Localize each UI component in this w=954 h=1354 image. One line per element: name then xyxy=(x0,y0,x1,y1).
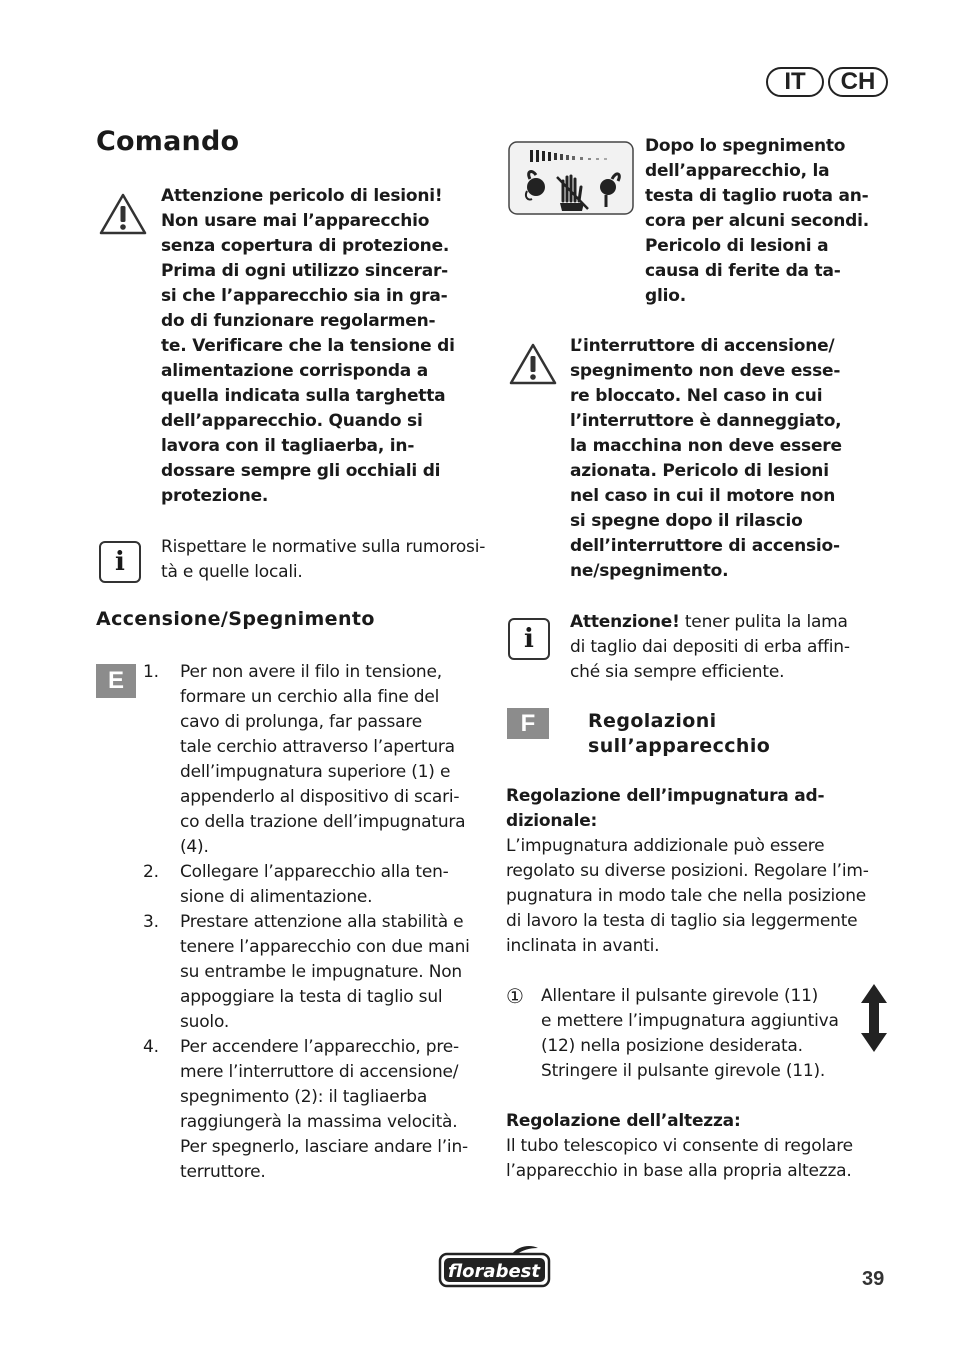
info-text-2: Attenzione! tener pulita la lama di taglio dai depositi di erba affin- ché sia sempre efficiente. xyxy=(570,612,850,682)
warning-text-1: Attenzione pericolo di lesioni! Non usare mai l’apparecchio senza copertura di protezione. Prima di ogni utilizzo sincerar- si che l’apparecchio sia in gra- do di funzionare regolarmen- te. Verificare che la tensione di alimentazione corrisponda a quella indicata sulla targhetta dell’apparecchio. Quando si lavora con il tagliaerba, in- dossare sempre gli occhiali di protezione. xyxy=(161,186,455,506)
subsection-title: Regolazioni sull’apparecchio xyxy=(588,710,771,757)
figure-ref-badge-e: E xyxy=(96,664,136,698)
list-item: 2. Collegare l’apparecchio alla ten- sione di alimentazione. xyxy=(143,862,449,907)
warning-triangle-icon xyxy=(98,192,148,236)
rotation-warning-text: Dopo lo spegnimento dell’apparecchio, la testa di taglio ruota an- cora per alcuni secondi. Pericolo di lesioni a causa di ferite da ta- glio. xyxy=(645,136,870,306)
paragraph: Il tubo telescopico vi consente di regolare l’apparecchio in base alla propria altezza. xyxy=(506,1136,853,1181)
sub-heading: Regolazione dell’impugnatura ad- dizionale: xyxy=(506,786,825,831)
rotating-blade-hand-icon xyxy=(508,141,634,215)
step-marker: ① xyxy=(506,984,524,1008)
info-icon: i xyxy=(508,618,550,660)
page-number: 39 xyxy=(862,1268,885,1290)
section-title: Comando xyxy=(96,126,240,157)
figure-ref-badge-f: F xyxy=(507,708,549,739)
warning-triangle-icon xyxy=(508,342,558,386)
sub-heading: Regolazione dell’altezza: xyxy=(506,1111,741,1131)
lang-badge-ch: CH xyxy=(828,67,888,97)
info-icon: i xyxy=(99,541,141,583)
lang-badge-it: IT xyxy=(766,67,824,97)
logo-text: florabest xyxy=(448,1261,540,1282)
step-text: Allentare il pulsante girevole (11) e mettere l’impugnatura aggiuntiva (12) nella posizione desiderata. Stringere il pulsante girevole (11). xyxy=(541,986,839,1081)
up-down-arrow-icon xyxy=(859,983,889,1053)
florabest-logo xyxy=(438,1244,552,1290)
list-item: 1. Per non avere il filo in tensione, formare un cerchio alla fine del cavo di prolunga, far passare tale cerchio attraverso l’apertura dell’impugnatura superiore (1) e appenderlo al dispositivo di scari- co della trazione dell’impugnatura (4). xyxy=(143,662,466,857)
paragraph: L’impugnatura addizionale può essere regolato su diverse posizioni. Regolare l’im- pugnatura in modo tale che nella posizione di lavoro la testa di taglio sia leggermente inclinata in avanti. xyxy=(506,836,869,956)
subsection-title: Accensione/Spegnimento xyxy=(96,608,375,630)
list-item: 4. Per accendere l’apparecchio, pre- mere l’interruttore di accensione/ spegnimento (2): il tagliaerba raggiungerà la massima velocità. Per spegnerlo, lasciare andare l’in- terruttore. xyxy=(143,1037,468,1182)
info-text-1: Rispettare le normative sulla rumorosi- tà e quelle locali. xyxy=(161,537,486,582)
list-item: 3. Prestare attenzione alla stabilità e tenere l’apparecchio con due mani su entrambe le impugnature. Non appoggiare la testa di taglio sul suolo. xyxy=(143,912,470,1032)
warning-text-2: L’interruttore di accensione/ spegnimento non deve esse- re bloccato. Nel caso in cui l’interruttore è danneggiato, la macchina non deve essere azionata. Pericolo di lesioni nel caso in cui il motore non si spegne dopo il rilascio dell’interruttore di accensio- ne/spegnimento. xyxy=(570,336,842,581)
